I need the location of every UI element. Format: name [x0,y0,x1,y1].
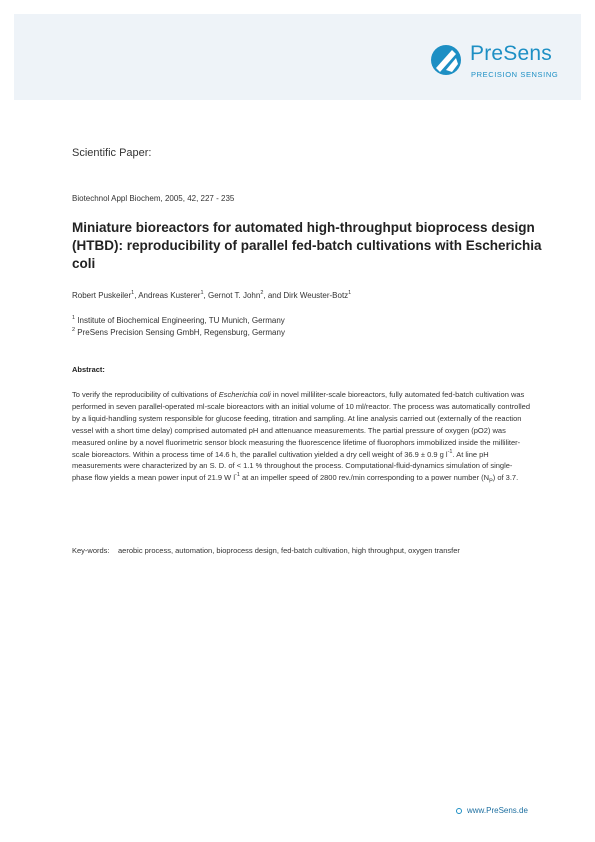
keywords [72,545,532,557]
author-separator: , and [263,291,284,300]
abstract-text: To verify the reproducibility of cultivations of [72,390,219,399]
affiliation [72,315,285,327]
presens-logo-icon [430,44,462,76]
author-name: Dirk Weuster-Botz [283,291,349,300]
paper-title: Miniature bioreactors for automated high-throughput bioprocess design (HTBD): reproducibility of parallel fed-batch cultivations with Escherichia coli [72,220,542,271]
abstract-body [72,389,532,489]
keywords-text: aerobic process, automation, bioprocess design, fed-batch cultivation, high throughput, oxygen transfer [118,546,460,555]
abstract-superscript: -1 [447,448,453,455]
keywords-label: Key-words: [72,546,110,555]
author-affiliation-mark: 1 [200,290,204,296]
abstract-superscript: -1 [235,472,240,479]
author-name: Robert Puskeiler [72,291,132,300]
author-separator: , [134,291,139,300]
affiliation-text: PreSens Precision Sensing GmbH, Regensburg, Germany [77,328,285,337]
abstract-text: in novel milliliter-scale bioreactors, fully automated fed-batch cultivation was performed in seven parallel-operated ml-scale bioreactors with an initial volume of 10 ml/reactor. The process was automatically controlled by a liquid-handling system responsible for glucose feeding, titration and sampling. At line analysis carried out (externally of the reaction vessel with a short time delay) comprised automated pH and attenuance measurements. The partial pressure of oxygen (pO2) was measured online by a novel fluorimetric sensor block measuring the fluorescence lifetime of fluorophors immobilized inside the milliliter-scale bioreactors. Within a process time of 14.6 h, the parallel cultivation yielded a dry cell weight of 36.9 ± 0.9 g l [72,390,530,459]
abstract-text: . At line pH measurements were characterized by an S. D. of < 1.1 % throughout the process. Computational-fluid-dynamics simulation of single-phase flow yields a mean power input of 21.9 W l [72,449,513,483]
affiliation-list [72,315,285,339]
author-name: Gernot T. John [208,291,261,300]
affiliation-text: Institute of Biochemical Engineering, TU Munich, Germany [77,316,285,325]
footer-website-link[interactable] [456,806,528,815]
author-name: Andreas Kusterer [138,291,201,300]
affiliation-mark: 2 [72,327,76,333]
abstract-text: at an impeller speed of 2800 rev./min corresponding to a power number (N [239,473,490,483]
brand-name: PreSens [470,42,552,65]
section-label: Scientific Paper: [72,147,152,159]
bullet-icon [456,808,462,814]
author-affiliation-mark: 1 [131,290,135,296]
citation: Biotechnol Appl Biochem, 2005, 42, 227 - 235 [72,194,235,203]
presens-logo [430,42,570,84]
author-list [72,291,351,300]
footer-url-text: www.PreSens.de [467,806,528,815]
author-separator: , [203,291,208,300]
affiliation [72,327,285,339]
abstract-subscript: P [489,478,493,485]
brand-tagline: PRECISION SENSING [471,70,559,79]
author-affiliation-mark: 2 [260,290,264,296]
author-affiliation-mark: 1 [348,290,352,296]
abstract-text: ) of 3.7. [492,473,519,483]
abstract-heading: Abstract: [72,365,105,374]
abstract-organism: Escherichia coli [218,390,271,399]
affiliation-mark: 1 [72,315,76,321]
